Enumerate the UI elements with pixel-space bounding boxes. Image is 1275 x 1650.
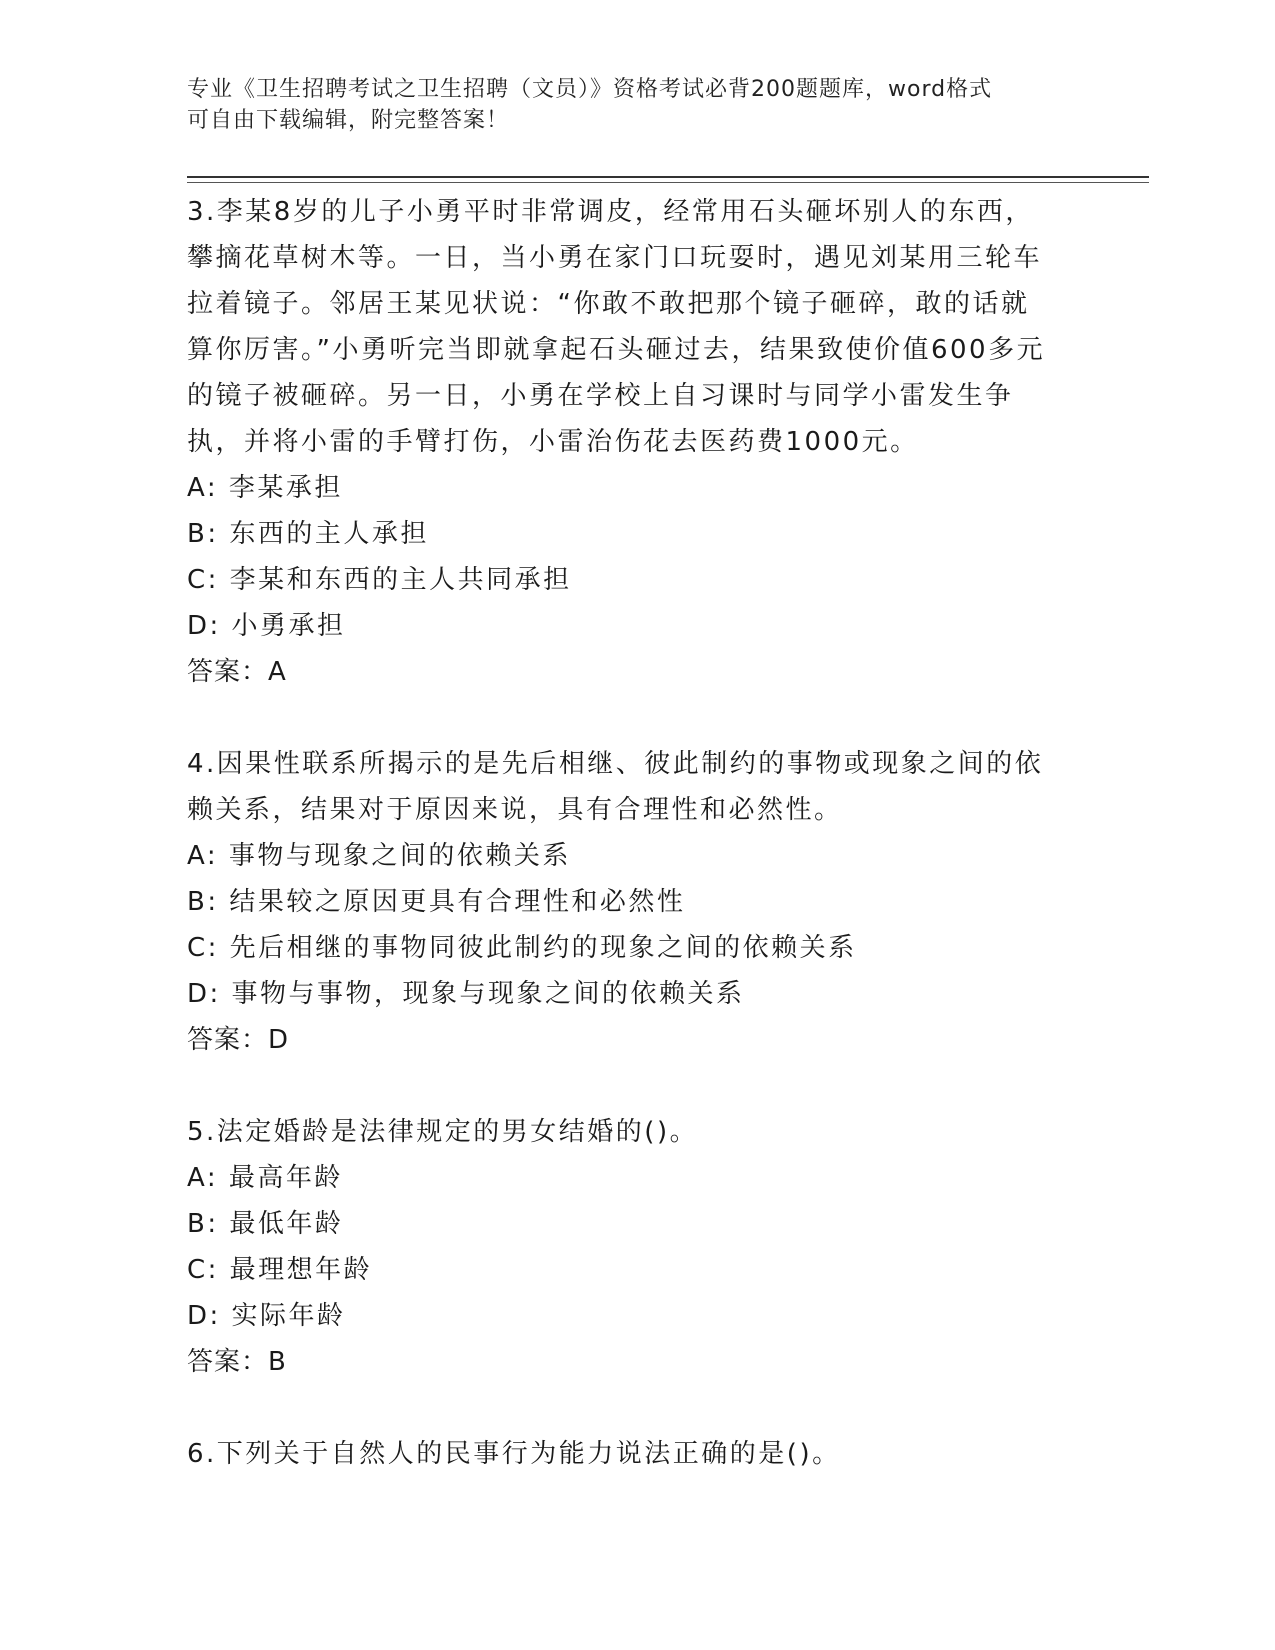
question-stem: 3.李某8岁的儿子小勇平时非常调皮，经常用石头砸坏别人的东西，攀摘花草树木等。一日，当小勇在家门口玩耍时，遇见刘某用三轮车拉着镜子。邻居王某见状说：“你敢不敢把那个镜子砸碎，敢的话就算你厉害。”小勇听完当即就拿起石头砸过去，结果致使价值600多元的镜子被砸碎。另一日，小勇在学校上自习课时与同学小雷发生争执，并将小雷的手臂打伤，小雷治伤花去医药费1000元。	[187, 197, 1046, 457]
question-6	[187, 1431, 1057, 1477]
option-a: A: 李某承担	[187, 473, 343, 503]
option-c: C: 李某和东西的主人共同承担	[187, 565, 572, 595]
document-header	[187, 74, 1067, 136]
question-stem: 5.法定婚龄是法律规定的男女结婚的()。	[187, 1117, 699, 1147]
option-c: C: 最理想年龄	[187, 1255, 373, 1285]
option-d: D: 事物与事物，现象与现象之间的依赖关系	[187, 979, 745, 1009]
question-spacer	[187, 695, 1057, 741]
option-c: C: 先后相继的事物同彼此制约的现象之间的依赖关系	[187, 933, 857, 963]
option-d: D: 小勇承担	[187, 611, 346, 641]
option-a: A: 事物与现象之间的依赖关系	[187, 841, 571, 871]
question-list	[187, 189, 1057, 1477]
header-divider-thick	[187, 176, 1149, 178]
header-divider-thin	[187, 182, 1149, 183]
question-spacer	[187, 1385, 1057, 1431]
answer-label: 答案：A	[187, 657, 287, 687]
option-b: B: 最低年龄	[187, 1209, 344, 1239]
answer-label: 答案：B	[187, 1347, 287, 1377]
header-line-1: 专业《卫生招聘考试之卫生招聘（文员）》资格考试必背200题题库，word格式	[187, 77, 993, 102]
question-spacer	[187, 1063, 1057, 1109]
option-b: B: 结果较之原因更具有合理性和必然性	[187, 887, 686, 917]
question-4	[187, 741, 1057, 1063]
question-5	[187, 1109, 1057, 1385]
question-3	[187, 189, 1057, 695]
question-stem: 6.下列关于自然人的民事行为能力说法正确的是()。	[187, 1439, 841, 1469]
header-line-2: 可自由下载编辑，附完整答案！	[187, 108, 510, 133]
question-stem: 4.因果性联系所揭示的是先后相继、彼此制约的事物或现象之间的依赖关系，结果对于原因来说，具有合理性和必然性。	[187, 749, 1044, 825]
answer-label: 答案：D	[187, 1025, 290, 1055]
option-a: A: 最高年龄	[187, 1163, 343, 1193]
option-d: D: 实际年龄	[187, 1301, 346, 1331]
option-b: B: 东西的主人承担	[187, 519, 429, 549]
